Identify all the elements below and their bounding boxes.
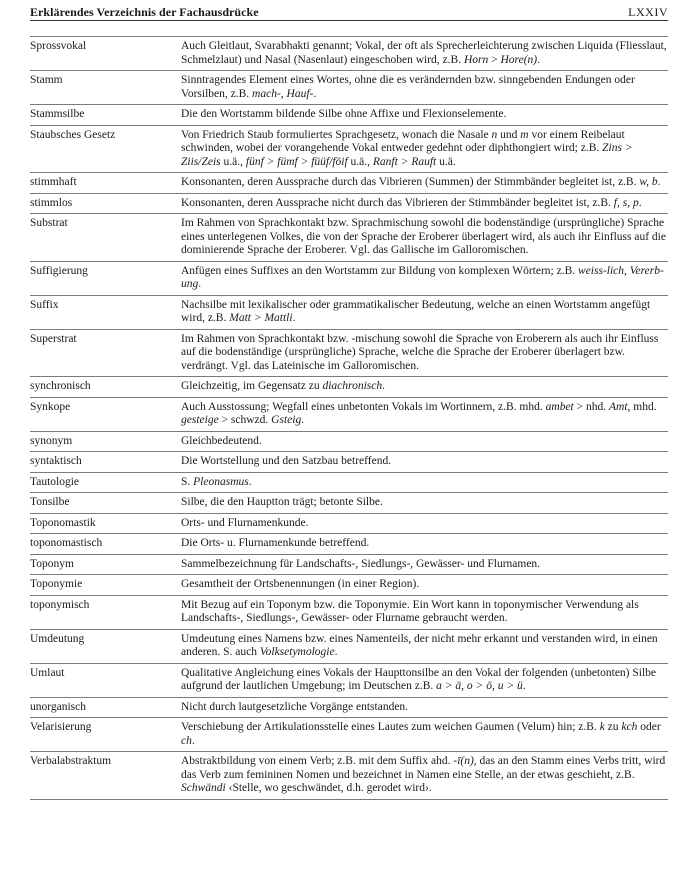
glossary-term: Tonsilbe bbox=[30, 496, 70, 508]
definition-text: . bbox=[537, 53, 540, 66]
definition-italic-text: Pleonasmus bbox=[193, 475, 249, 488]
glossary-entry bbox=[30, 126, 668, 174]
glossary-definition bbox=[181, 536, 668, 551]
glossary-entry bbox=[30, 173, 668, 194]
definition-italic-text: Matt > Mattli bbox=[229, 312, 293, 324]
glossary-term: stimmhaft bbox=[30, 176, 77, 188]
definition-italic-text: Zins > Ziis/Zeis bbox=[181, 142, 633, 168]
glossary-definition bbox=[181, 577, 668, 592]
glossary-entry bbox=[30, 698, 668, 719]
definition-text: Auch Ausstossung; Wegfall eines unbetonten Vokals im Wortinnern, z.B. mhd. bbox=[181, 400, 546, 413]
glossary-definition bbox=[181, 632, 668, 660]
glossary-definition bbox=[181, 379, 668, 394]
glossary-definition bbox=[181, 434, 668, 449]
glossary-term: Suffigierung bbox=[30, 264, 88, 277]
glossary-entry bbox=[30, 194, 668, 215]
definition-text: Im Rahmen von Sprachkontakt bzw. Sprachmischung sowohl die bodenständige (ursprüngliche) Sprache eines unterlegenen Volkes, die von der Sprache der Eroberer überlagert wird, als auch ihr Einfluss auf die dominierende Sprache der Eroberer. Vgl. das Gallische im Galloromischen. bbox=[181, 217, 666, 256]
glossary-entry bbox=[30, 473, 668, 494]
definition-text: Die Wortstellung und den Satzbau betreffend. bbox=[181, 455, 392, 467]
glossary-entry bbox=[30, 493, 668, 514]
glossary-definition bbox=[181, 298, 668, 326]
definition-text: Konsonanten, deren Aussprache nicht durch das Vibrieren der Stimmbänder begleitet ist, z.B. bbox=[181, 196, 614, 209]
definition-italic-text: n bbox=[491, 128, 498, 141]
definition-text: . bbox=[301, 414, 305, 426]
glossary-definition bbox=[181, 332, 668, 374]
glossary-definition bbox=[181, 39, 668, 67]
glossary-definition bbox=[181, 516, 668, 531]
glossary-entry bbox=[30, 718, 668, 752]
running-title: Erklärendes Verzeichnis der Fachausdrücke bbox=[30, 5, 259, 19]
glossary-entry bbox=[30, 630, 668, 664]
glossary-definition bbox=[181, 720, 668, 748]
glossary-entry bbox=[30, 596, 668, 630]
definition-text: Silbe, die den Hauptton trägt; betonte Silbe. bbox=[181, 496, 383, 508]
definition-text: . bbox=[522, 680, 526, 692]
definition-italic-text: Volksetymologie bbox=[259, 646, 335, 658]
definition-italic-text: -ī(n) bbox=[453, 755, 474, 767]
definition-text: . bbox=[292, 312, 296, 324]
definition-text: oder bbox=[637, 721, 661, 733]
definition-text: Verschiebung der Artikulationsstelle eines Lautes zum weichen Gaumen (Velum) hin; z.B. bbox=[181, 721, 600, 733]
definition-italic-text: Ranft > Rauft bbox=[372, 155, 437, 168]
definition-italic-text: w, b bbox=[639, 176, 658, 188]
definition-text: Sammelbezeichnung für Landschafts-, Siedlungs-, Gewässer- und Flurnamen. bbox=[181, 557, 541, 570]
glossary-term: Umlaut bbox=[30, 666, 65, 679]
definition-text: Umdeutung eines Namens bzw. eines Namenteils, der nicht mehr erkannt und verstanden wird, in einen anderen. S. auch bbox=[181, 632, 658, 658]
definition-italic-text: Amt bbox=[609, 400, 628, 413]
definition-text: Gleichzeitig, im Gegensatz zu bbox=[181, 380, 323, 392]
definition-text: , mhd. bbox=[627, 400, 657, 413]
definition-text: Konsonanten, deren Aussprache durch das Vibrieren (Summen) der Stimmbänder begleitet ist, z.B. bbox=[181, 176, 640, 188]
glossary-entry bbox=[30, 664, 668, 698]
glossary-term: Toponym bbox=[30, 557, 74, 570]
glossary-term: Stammsilbe bbox=[30, 108, 85, 120]
glossary-definition bbox=[181, 73, 668, 101]
glossary-definition bbox=[181, 557, 668, 572]
definition-text: . bbox=[334, 646, 338, 658]
glossary-term: Suffix bbox=[30, 298, 59, 311]
definition-text: Nicht durch lautgesetzliche Vorgänge entstanden. bbox=[181, 700, 409, 713]
glossary-definition bbox=[181, 475, 668, 490]
glossary-definition bbox=[181, 107, 668, 122]
definition-text: Orts- und Flurnamenkunde. bbox=[181, 516, 309, 529]
definition-italic-text: kch bbox=[621, 721, 638, 733]
page-number: LXXIV bbox=[628, 5, 668, 19]
definition-text: . bbox=[198, 278, 202, 290]
definition-text: Von Friedrich Staub formuliertes Sprachgesetz, wonach die Nasale bbox=[181, 128, 492, 141]
definition-text: Qualitative Angleichung eines Vokals der Haupttonsilbe an den Vokal der folgenden (unbetonten) Silbe aufgrund der lautlichen Umgebung; im Deutschen z.B. bbox=[181, 666, 657, 692]
definition-text: Auch Gleitlaut, Svarabhakti genannt; Vokal, der oft als Sprecherleichterung zwischen Liquida (Fliesslaut, Schmelzlaut) und Nasal (Nasenlaut) eingeschoben wird, z.B. bbox=[181, 40, 667, 66]
definition-text: Mit Bezug auf ein Toponym bzw. die Toponymie. Ein Wort kann in toponymischer Verwendung als Landschafts-, Siedlungs-, Gewässer- oder Flurname gebraucht werden. bbox=[181, 598, 639, 624]
definition-text: , das an den Stamm eines Verbs tritt, wird das Verb zum femininen Nomen und bezeichnet in Namen eine Stelle, an der etwas geschieht, z.B. bbox=[181, 755, 666, 781]
glossary-term: Tautologie bbox=[30, 475, 80, 488]
glossary-entry bbox=[30, 105, 668, 126]
definition-italic-text: ambet bbox=[545, 400, 574, 413]
definition-text: > schwzd. bbox=[218, 414, 272, 426]
glossary-term: toponomastisch bbox=[30, 537, 103, 549]
glossary-entry bbox=[30, 296, 668, 330]
glossary-term: toponymisch bbox=[30, 598, 90, 611]
glossary-term: synchronisch bbox=[30, 380, 91, 392]
glossary-entry bbox=[30, 36, 668, 71]
definition-italic-text: weiss-lich, Vererb-ung bbox=[181, 264, 664, 290]
definition-text: . bbox=[657, 176, 661, 188]
definition-italic-text: Gsteig bbox=[271, 414, 302, 426]
glossary-definition bbox=[181, 196, 668, 211]
glossary-term: Verbalabstraktum bbox=[30, 755, 112, 767]
definition-text: zu bbox=[604, 721, 622, 733]
glossary-term: Staubsches Gesetz bbox=[30, 128, 116, 141]
definition-italic-text: f, s, p bbox=[613, 196, 639, 209]
glossary-entry bbox=[30, 398, 668, 432]
definition-text: > bbox=[488, 53, 501, 66]
definition-text: > nhd. bbox=[573, 400, 609, 413]
definition-text: und bbox=[497, 128, 521, 141]
definition-text: . bbox=[248, 475, 252, 488]
definition-text: Die den Wortstamm bildende Silbe ohne Affixe und Flexionselemente. bbox=[181, 108, 507, 120]
glossary-term: Stamm bbox=[30, 74, 63, 86]
definition-italic-text: Hore(n) bbox=[500, 53, 538, 66]
glossary-entry bbox=[30, 377, 668, 398]
glossary-term: unorganisch bbox=[30, 700, 87, 713]
definition-text: u.ä., bbox=[347, 155, 373, 168]
glossary-entry bbox=[30, 575, 668, 596]
glossary-term: Velarisierung bbox=[30, 721, 92, 733]
glossary-definition bbox=[181, 754, 668, 796]
glossary-definition bbox=[181, 495, 668, 510]
definition-text: Gesamtheit der Ortsbenennungen (in einer Region). bbox=[181, 578, 420, 590]
glossary-definition bbox=[181, 216, 668, 258]
glossary-term: stimmlos bbox=[30, 196, 73, 209]
definition-text: ‹Stelle, wo geschwändet, d.h. gerodet wird›. bbox=[225, 782, 432, 794]
page-header bbox=[30, 4, 668, 21]
definition-text: vor einem Reibelaut schwinden, wobei der vorangehende Vokal entweder gedehnt oder diphthongiert wird; z.B. bbox=[181, 128, 625, 154]
glossary-term: Sprossvokal bbox=[30, 40, 87, 52]
definition-italic-text: gesteige bbox=[181, 414, 219, 426]
glossary-definition bbox=[181, 700, 668, 715]
glossary-term: Substrat bbox=[30, 217, 68, 229]
definition-italic-text: ch bbox=[181, 734, 192, 747]
glossary-entry bbox=[30, 452, 668, 473]
glossary-definition bbox=[181, 264, 668, 292]
definition-text: S. bbox=[181, 475, 194, 488]
glossary-definition bbox=[181, 598, 668, 626]
glossary-definition bbox=[181, 400, 668, 428]
glossary-term: syntaktisch bbox=[30, 455, 82, 467]
glossary-term: Synkope bbox=[30, 400, 71, 413]
glossary-entry bbox=[30, 555, 668, 576]
glossary-term: Toponymie bbox=[30, 578, 83, 590]
glossary-term: Toponomastik bbox=[30, 516, 96, 529]
definition-text: Im Rahmen von Sprachkontakt bzw. -mischung sowohl die Sprache von Eroberern als auch ihr Einfluss auf die bodenständige (ursprüngliche) Sprache, welche die Sprache der Eroberer überlagert bzw. verdrängt. Vgl. das Lateinische im Galloromischen. bbox=[181, 332, 659, 372]
definition-italic-text: mach-, Hauf- bbox=[252, 87, 314, 100]
definition-text: . bbox=[638, 196, 642, 209]
glossary-entry bbox=[30, 262, 668, 296]
glossary-definition bbox=[181, 454, 668, 469]
definition-text: Anfügen eines Suffixes an den Wortstamm zur Bildung von komplexen Wörtern; z.B. bbox=[181, 264, 579, 277]
definition-text: u.ä. bbox=[436, 155, 456, 168]
glossary-entry bbox=[30, 534, 668, 555]
definition-italic-text: a > ä, o > ö, u > ü bbox=[436, 680, 523, 692]
glossary-definition bbox=[181, 128, 668, 170]
glossary-entry bbox=[30, 330, 668, 378]
definition-text: Abstraktbildung von einem Verb; z.B. mit dem Suffix ahd. bbox=[181, 755, 454, 767]
glossary-entry bbox=[30, 752, 668, 800]
glossary-table bbox=[30, 36, 668, 800]
glossary-term: synonym bbox=[30, 434, 73, 447]
definition-text: . bbox=[382, 380, 385, 392]
definition-italic-text: diachronisch bbox=[322, 380, 383, 392]
definition-text: Die Orts- u. Flurnamenkunde betreffend. bbox=[181, 537, 370, 549]
definition-italic-text: fünf > fümf > füüf/föif bbox=[245, 155, 348, 168]
glossary-definition bbox=[181, 666, 668, 694]
glossary-entry bbox=[30, 214, 668, 262]
glossary-entry bbox=[30, 514, 668, 535]
definition-text: u.ä., bbox=[220, 155, 246, 168]
definition-italic-text: Horn bbox=[463, 53, 489, 66]
definition-italic-text: m bbox=[520, 128, 529, 141]
definition-text: Gleichbedeutend. bbox=[181, 434, 262, 447]
glossary-term: Umdeutung bbox=[30, 632, 85, 645]
glossary-entry bbox=[30, 71, 668, 105]
definition-italic-text: Schwändi bbox=[181, 782, 226, 794]
definition-italic-text: k bbox=[599, 721, 605, 733]
glossary-definition bbox=[181, 175, 668, 190]
glossary-entry bbox=[30, 432, 668, 453]
definition-text: Sinntragendes Element eines Wortes, ohne die es verändernden bzw. sinngebenden Endungen oder Vorsilben, z.B. bbox=[181, 74, 635, 100]
definition-text: . bbox=[191, 734, 195, 747]
definition-text: . bbox=[313, 87, 317, 100]
glossary-term: Superstrat bbox=[30, 332, 77, 345]
definition-text: Nachsilbe mit lexikalischer oder grammatikalischer Bedeutung, welche an einen Wortstamm angefügt wird, z.B. bbox=[181, 298, 651, 324]
